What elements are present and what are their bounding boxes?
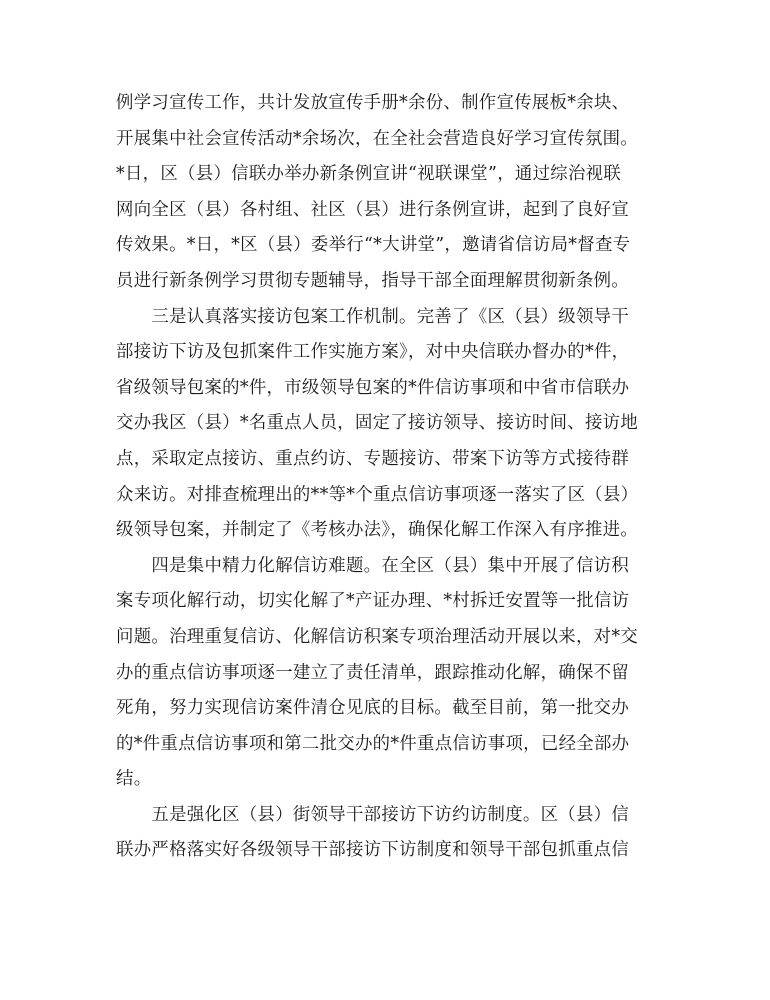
text-line: 网向全区（县）各村组、社区（县）进行条例宣讲，起到了良好宣 [116,199,630,220]
paragraph-start-line: 四是集中精力化解信访难题。在全区（县）集中开展了信访积 [116,555,630,576]
text-line: 问题。治理重复信访、化解信访积案专项治理活动开展以来，对*交 [116,626,639,647]
text-line: 结。 [116,769,152,790]
text-line: 的*件重点信访事项和第二批交办的*件重点信访事项，已经全部办 [116,733,630,754]
text-line: 交办我区（县）*名重点人员，固定了接访领导、接访时间、接访地 [116,413,639,434]
paragraph-start-line: 三是认真落实接访包案工作机制。完善了《区（县）级领导干 [116,306,630,327]
text-line: 级领导包案，并制定了《考核办法》，确保化解工作深入有序推进。 [116,520,639,541]
text-line: 省级领导包案的*件，市级领导包案的*件信访事项和中省市信联办 [116,377,630,398]
text-line: 员进行新条例学习贯彻专题辅导，指导干部全面理解贯彻新条例。 [116,270,630,291]
text-line: 联办严格落实好各级领导干部接访下访制度和领导干部包抓重点信 [116,840,630,861]
text-line: 众来访。对排查梳理出的**等*个重点信访事项逐一落实了区（县） [116,484,639,505]
text-line: 案专项化解行动，切实化解了*产证办理、*村拆迁安置等一批信访 [116,591,630,612]
paragraph-start-line: 五是强化区（县）街领导干部接访下访约访制度。区（县）信 [116,804,630,825]
text-line: *日，区（县）信联办举办新条例宣讲“视联课堂”，通过综治视联 [116,164,622,185]
text-line: 死角，努力实现信访案件清仓见底的目标。截至目前，第一批交办 [116,698,630,719]
body-text [116,86,656,869]
text-line: 部接访下访及包抓案件工作实施方案》，对中央信联办督办的*件， [116,342,630,363]
text-line: 办的重点信访事项逐一建立了责任清单，跟踪推动化解，确保不留 [116,662,630,683]
text-line: 开展集中社会宣传活动*余场次，在全社会营造良好学习宣传氛围。 [116,128,639,149]
text-line: 例学习宣传工作，共计发放宣传手册*余份、制作宣传展板*余块、 [116,93,630,113]
text-line: 传效果。*日，*区（县）委举行“*大讲堂”，邀请省信访局*督查专 [116,235,631,256]
text-line: 点，采取定点接访、重点约访、专题接访、带案下访等方式接待群 [116,448,630,469]
